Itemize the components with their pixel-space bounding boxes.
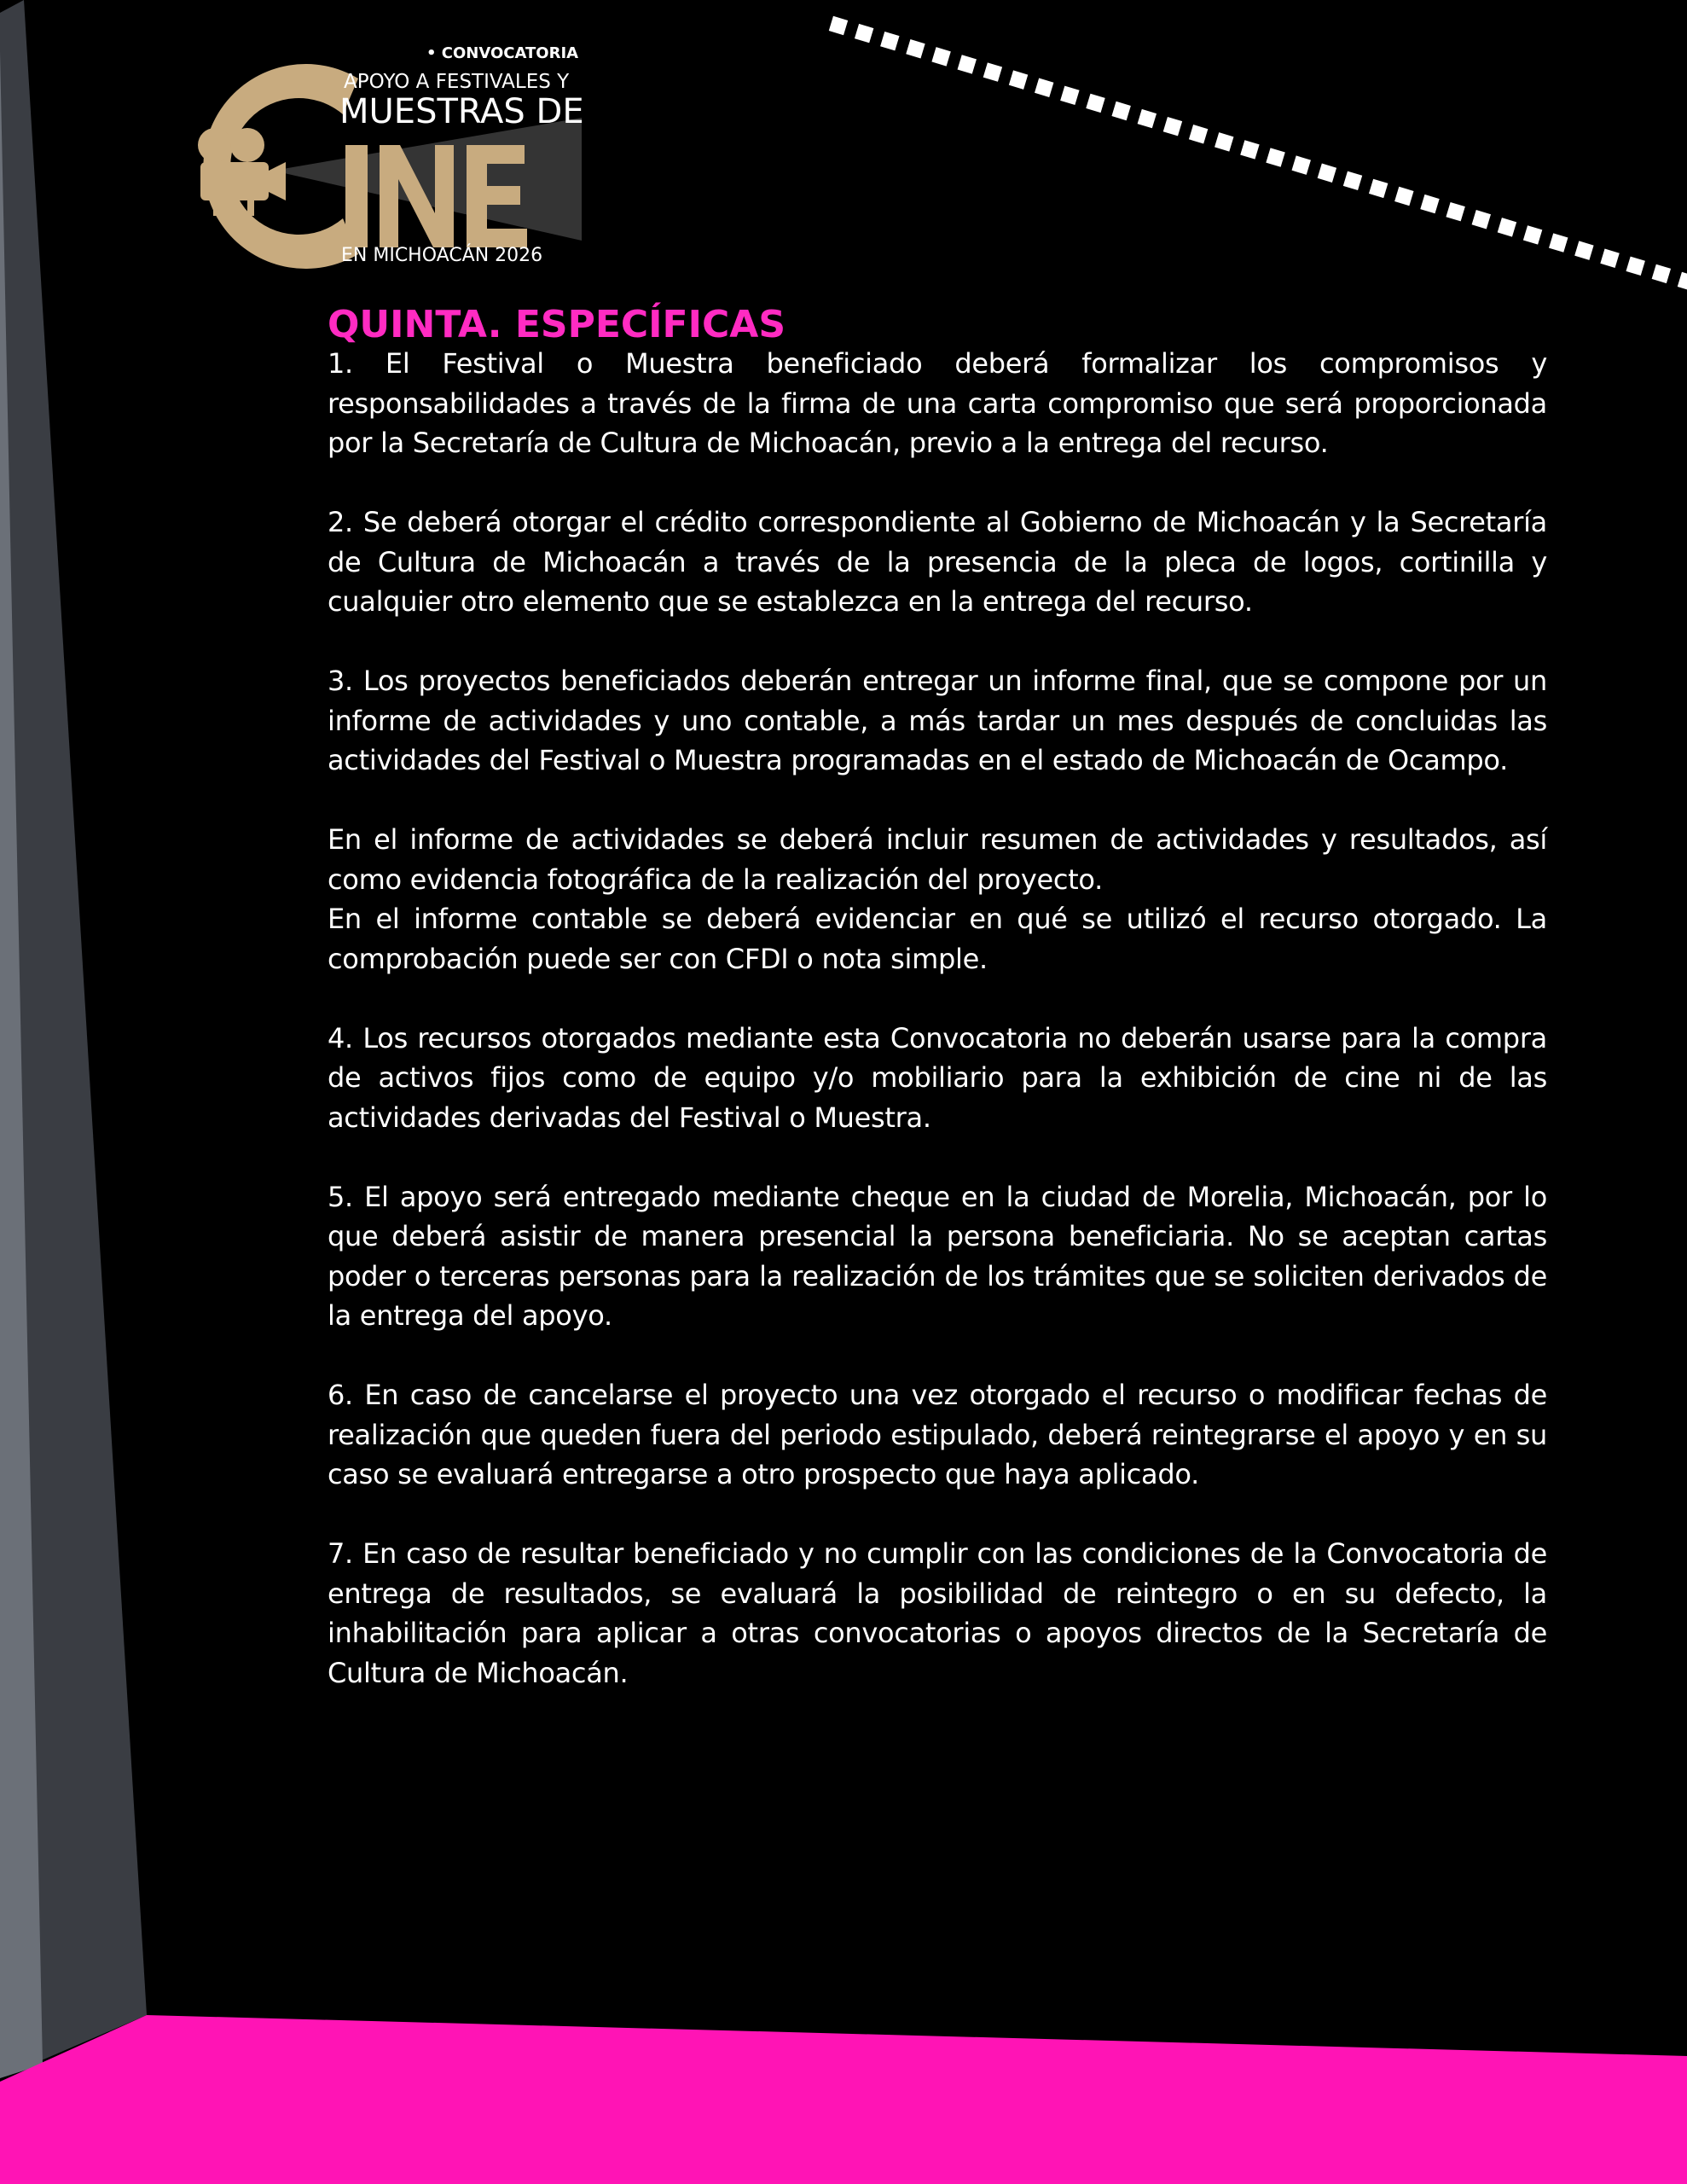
paragraph-spacer (328, 1336, 1547, 1376)
film-strip-dash (958, 55, 977, 73)
film-strip-dashes (829, 16, 1687, 291)
film-strip-dash (1266, 148, 1284, 166)
film-strip-dash (1318, 164, 1336, 183)
film-strip-dash (1549, 233, 1568, 252)
film-strip-dash (1498, 218, 1516, 236)
film-strip-dash (855, 24, 873, 43)
film-strip-dash (983, 62, 1002, 81)
document-body (328, 303, 1547, 1693)
film-strip-dash (1292, 155, 1311, 174)
film-strip-dash (880, 32, 899, 50)
paragraph-spacer (328, 781, 1547, 821)
paragraph-1: 1. El Festival o Muestra beneficiado deberá formalizar los compromisos y responsabilidades a través de la firma de una carta compromiso que será proporcionada por la Secretaría de Cultura de Michoacán, previo a la entrega del recurso. (328, 347, 1547, 459)
film-strip-dash (1574, 241, 1593, 259)
film-strip-dash (829, 16, 848, 35)
film-strip-dash (1240, 140, 1259, 159)
film-strip-dash (1138, 109, 1157, 128)
paragraph-spacer (328, 1495, 1547, 1535)
logo-convocatoria-label: • CONVOCATORIA (426, 44, 579, 62)
paragraph-spacer (328, 1137, 1547, 1177)
film-strip-dash (1626, 257, 1644, 276)
logo-line-apoyo: APOYO A FESTIVALES Y (344, 71, 570, 93)
film-strip-dash (1189, 125, 1208, 143)
paragraph-3: 3. Los proyectos beneficiados deberán entregar un informe final, que se compone por un informe de actividades y uno contable, a más tardar un mes después de concluidas las actividades del Festival o Muestra programadas en el estado de Michoacán de Ocampo. (328, 665, 1547, 776)
film-strip-dash (1394, 187, 1413, 206)
magenta-floor (0, 2015, 1687, 2184)
paragraph-6: 6. En caso de cancelarse el proyecto una vez otorgado el recurso o modificar fechas de realización que queden fuera del periodo estipulado, deberá reintegrarse el apoyo y en su caso se evaluará entregarse a otro prospecto que haya aplicado. (328, 1379, 1547, 1490)
film-strip-dash (931, 47, 950, 66)
film-strip-dash (906, 39, 925, 58)
film-strip-dash (1678, 272, 1687, 291)
film-strip-dash (1035, 78, 1053, 97)
film-strip-dash (1009, 70, 1028, 89)
paragraph-spacer (328, 979, 1547, 1019)
film-strip-dash (1369, 179, 1388, 198)
film-strip-dash (1060, 86, 1079, 105)
film-strip-dash (1472, 210, 1491, 229)
film-strip-dash (1446, 202, 1464, 221)
paragraph-spacer (328, 463, 1547, 503)
film-strip-dash (1215, 132, 1233, 151)
paragraph-informe-actividades: En el informe de actividades se deberá incluir resumen de actividades y resultados, así como evidencia fotográfica de la realización del proyecto. (328, 823, 1547, 896)
paragraph-7: 7. En caso de resultar beneficiado y no cumplir con las condiciones de la Convocatoria de entrega de resultados, se evaluará la posibilidad de reintegro o en su defecto, la inhabilitación para aplicar a otras convocatorias o apoyos directos de la Secretaría de Cultura de Michoacán. (328, 1537, 1547, 1689)
film-strip-dash (1420, 195, 1439, 213)
film-strip-dash (1343, 171, 1362, 190)
section-title: QUINTA. ESPECÍFICAS (328, 303, 786, 346)
film-strip-dash (1163, 117, 1182, 136)
paragraph-spacer (328, 622, 1547, 662)
logo-line-michoacan: EN MICHOACÁN 2026 (341, 245, 543, 266)
film-strip-dash (1652, 264, 1671, 283)
paragraph-4: 4. Los recursos otorgados mediante esta Convocatoria no deberán usarse para la compra de activos fijos como de equipo y/o mobiliario para la exhibición de cine ni de las actividades derivadas del Festival o Muestra. (328, 1021, 1547, 1134)
film-strip-dash (1600, 249, 1619, 268)
paragraph-5: 5. El apoyo será entregado mediante cheque en la ciudad de Morelia, Michoacán, por lo que deberá asistir de manera presencial la persona beneficiaria. No se aceptan cartas poder o terceras personas para la realización de los trámites que se soliciten derivados de la entrega del apoyo. (328, 1180, 1547, 1332)
film-strip-dash (1086, 94, 1104, 113)
logo-line-muestras: MUESTRAS DE (339, 92, 584, 131)
film-strip-dash (1111, 102, 1130, 120)
paragraph-2: 2. Se deberá otorgar el crédito correspondiente al Gobierno de Michoacán y la Secretaría de Cultura de Michoacán a través de la presencia de la pleca de logos, cortinilla y cualquier otro elemento que se establezca en la entrega del recurso. (328, 506, 1547, 618)
paragraph-informe-contable: En el informe contable se deberá evidenciar en qué se utilizó el recurso otorgado. La comprobación puede ser con CFDI o nota simple. (328, 903, 1547, 975)
film-strip-dash (1523, 225, 1542, 244)
